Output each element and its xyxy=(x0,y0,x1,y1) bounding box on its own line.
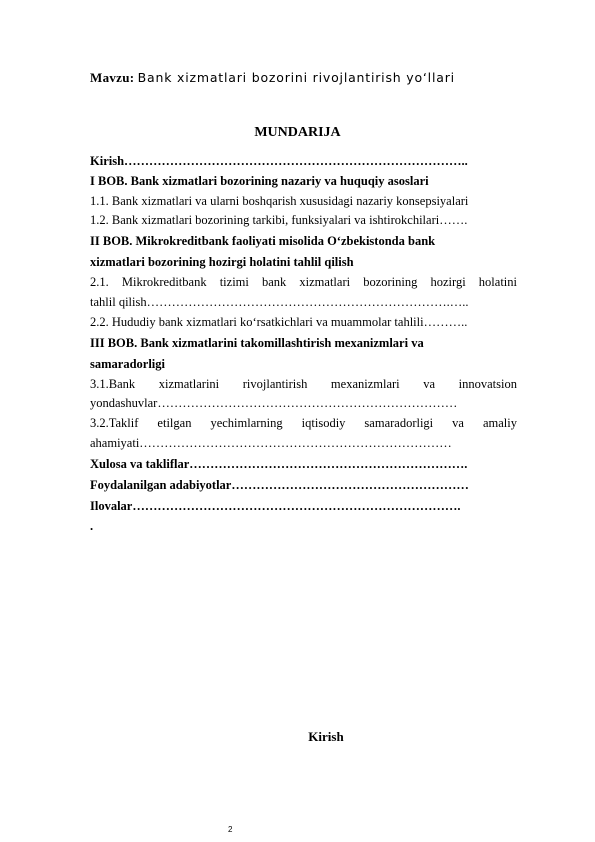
toc-section-3-2-line-2: ahamiyati………………………………………………………………… xyxy=(90,435,452,450)
topic-label: Mavzu: xyxy=(90,70,135,85)
page-number: 2 xyxy=(228,825,233,834)
toc-entry-references: Foydalanilgan adabiyotlar………………………………………………… xyxy=(90,477,469,492)
toc-section-2-2: 2.2. Hududiy bank xizmatlari ko‘rsatkichlari va muammolar tahlili……….. xyxy=(90,314,468,329)
toc-section-2-1-line-1: 2.1. Mikrokreditbank tizimi bank xizmatlari bozorining hozirgi holatini xyxy=(90,275,517,290)
toc-chapter-3-line-1: III BOB. Bank xizmatlarini takomillashtirish mexanizmlari va xyxy=(90,335,424,350)
toc-section-3-1-line-2: yondashuvlar……………………………………………………………… xyxy=(90,396,458,411)
intro-heading: Kirish xyxy=(308,729,344,744)
toc-chapter-1: I BOB. Bank xizmatlari bozorining nazariy va huquqiy asoslari xyxy=(90,173,429,188)
toc-section-1-2: 1.2. Bank xizmatlari bozorining tarkibi, funksiyalari va ishtirokchilari……. xyxy=(90,213,468,228)
table-of-contents xyxy=(90,152,517,537)
toc-chapter-2-line-1: II BOB. Mikrokreditbank faoliyati misolida O‘zbekistonda bank xyxy=(90,234,436,249)
toc-section-3-1-line-1: 3.1.Bank xizmatlarini rivojlantirish mexanizmlari va innovatsion xyxy=(90,376,517,391)
toc-section-3-2-line-1: 3.2.Taklif etilgan yechimlarning iqtisodiy samaradorligi va amaliy xyxy=(90,416,517,431)
toc-entry-appendices: Ilovalar……………………………………………………………………. xyxy=(90,498,461,513)
toc-chapter-2-line-2: xizmatlari bozorining hozirgi holatini tahlil qilish xyxy=(90,255,354,270)
topic-line xyxy=(90,70,455,86)
toc-chapter-3-line-2: samaradorligi xyxy=(90,356,165,371)
toc-entry-conclusions: Xulosa va takliflar…………………………………………………………. xyxy=(90,456,468,471)
toc-section-1-1: 1.1. Bank xizmatlari va ularni boshqarish xususidagi nazariy konsepsiyalari xyxy=(90,193,469,208)
toc-entry-introduction: Kirish……………………………………………………………………….. xyxy=(90,154,468,168)
topic-value: Bank xizmatlari bozorini rivojlantirish yo‘llari xyxy=(137,70,455,85)
toc-title: MUNDARIJA xyxy=(254,125,341,140)
toc-section-2-1-line-2: tahlil qilish……………………………………………………………….….. xyxy=(90,294,469,309)
toc-trailing-dot: . xyxy=(90,518,94,533)
